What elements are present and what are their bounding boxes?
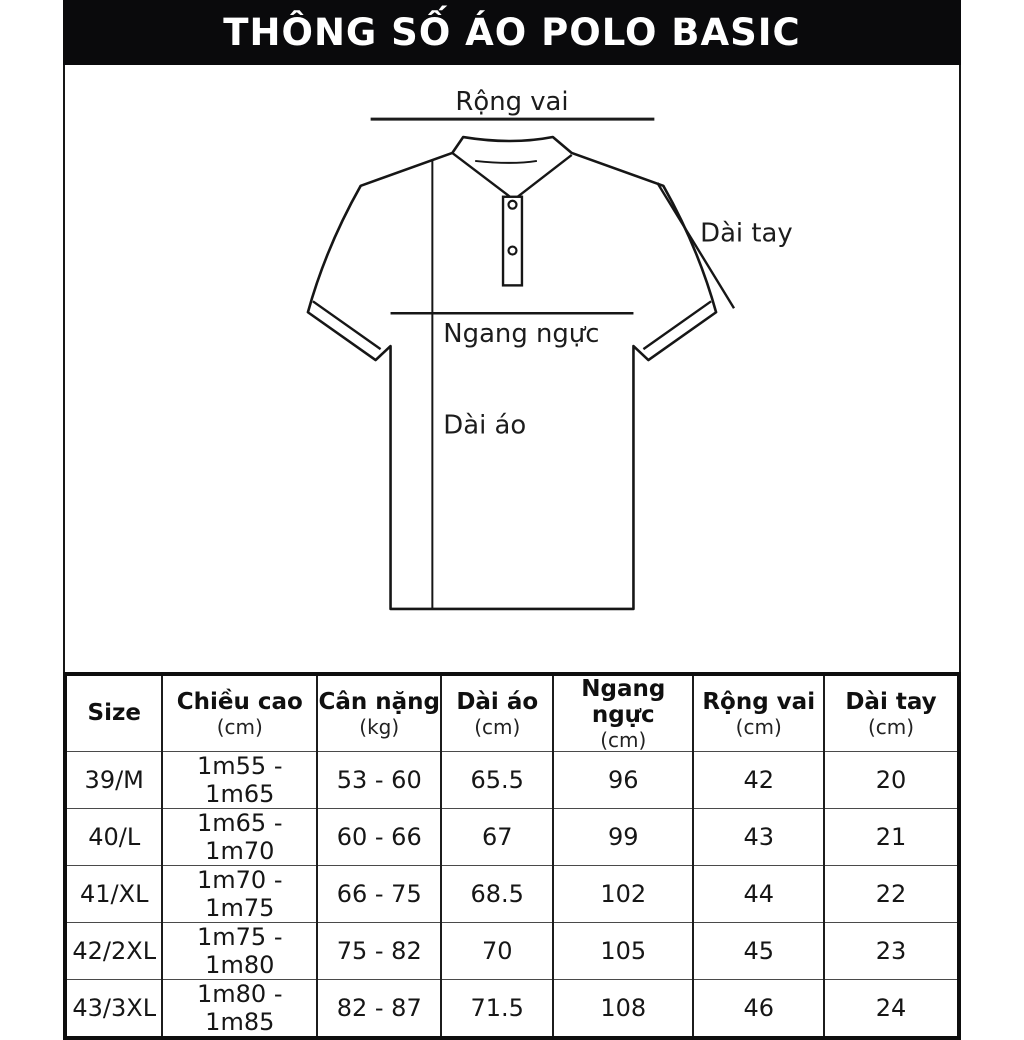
- sleeve-label: Dài tay: [700, 218, 793, 249]
- table-cell-ngang-nguc: 96: [553, 751, 693, 808]
- size-table-header: [65, 674, 959, 751]
- column-unit: (kg): [359, 714, 400, 739]
- table-cell-can-nang: 66 - 75: [317, 865, 441, 922]
- table-cell-dai-tay: 21: [824, 808, 959, 865]
- table-cell-size: 43/3XL: [65, 979, 162, 1038]
- table-cell-can-nang: 60 - 66: [317, 808, 441, 865]
- table-cell-chieu-cao: 1m70 - 1m75: [162, 865, 317, 922]
- table-cell-can-nang: 75 - 82: [317, 922, 441, 979]
- table-cell-chieu-cao: 1m80 - 1m85: [162, 979, 317, 1038]
- table-cell-dai-tay: 24: [824, 979, 959, 1038]
- table-row: [65, 922, 959, 979]
- column-header-dai-ao: [441, 674, 553, 751]
- table-cell-dai-ao: 70: [441, 922, 553, 979]
- table-cell-rong-vai: 42: [693, 751, 824, 808]
- polo-diagram: [65, 65, 959, 672]
- column-unit: (cm): [867, 714, 915, 739]
- table-cell-dai-tay: 20: [824, 751, 959, 808]
- column-label: Ngang ngực: [581, 676, 666, 729]
- table-row: [65, 751, 959, 808]
- column-header-chieu-cao: [162, 674, 317, 751]
- table-cell-chieu-cao: 1m65 - 1m70: [162, 808, 317, 865]
- table-cell-ngang-nguc: 108: [553, 979, 693, 1038]
- column-unit: (cm): [216, 714, 263, 739]
- table-cell-size: 42/2XL: [65, 922, 162, 979]
- column-label: Dài tay: [845, 689, 937, 716]
- table-cell-can-nang: 53 - 60: [317, 751, 441, 808]
- column-label: Size: [87, 700, 141, 727]
- length-label: Dài áo: [443, 410, 527, 441]
- placket: [503, 197, 522, 286]
- table-cell-chieu-cao: 1m55 - 1m65: [162, 751, 317, 808]
- button-icon: [509, 201, 517, 209]
- column-label: Dài áo: [456, 689, 539, 716]
- button-icon: [509, 247, 517, 255]
- column-header-size: [65, 674, 162, 751]
- table-cell-ngang-nguc: 105: [553, 922, 693, 979]
- column-header-dai-tay: [824, 674, 959, 751]
- column-label: Rộng vai: [702, 689, 816, 716]
- table-cell-size: 41/XL: [65, 865, 162, 922]
- column-label: Chiều cao: [176, 689, 303, 716]
- table-cell-size: 39/M: [65, 751, 162, 808]
- column-unit: (cm): [474, 714, 521, 739]
- table-row: [65, 865, 959, 922]
- column-header-ngang-nguc: [553, 674, 693, 751]
- table-cell-dai-ao: 68.5: [441, 865, 553, 922]
- polo-diagram-panel: [63, 65, 961, 672]
- table-cell-size: 40/L: [65, 808, 162, 865]
- chest-label: Ngang ngực: [443, 319, 600, 350]
- column-unit: (cm): [735, 714, 782, 739]
- table-cell-ngang-nguc: 102: [553, 865, 693, 922]
- column-label: Cân nặng: [318, 689, 440, 716]
- table-cell-dai-ao: 67: [441, 808, 553, 865]
- title-bar: [63, 0, 961, 65]
- table-cell-chieu-cao: 1m75 - 1m80: [162, 922, 317, 979]
- page-title: THÔNG SỐ ÁO POLO BASIC: [223, 11, 801, 54]
- table-cell-rong-vai: 46: [693, 979, 824, 1038]
- size-table-body: [65, 751, 959, 1038]
- table-cell-dai-ao: 65.5: [441, 751, 553, 808]
- column-header-rong-vai: [693, 674, 824, 751]
- column-header-can-nang: [317, 674, 441, 751]
- table-cell-rong-vai: 44: [693, 865, 824, 922]
- table-cell-rong-vai: 45: [693, 922, 824, 979]
- table-cell-ngang-nguc: 99: [553, 808, 693, 865]
- size-table: [63, 672, 961, 1040]
- table-cell-dai-tay: 22: [824, 865, 959, 922]
- table-cell-can-nang: 82 - 87: [317, 979, 441, 1038]
- shoulder-width-label: Rộng vai: [455, 87, 569, 118]
- table-cell-dai-tay: 23: [824, 922, 959, 979]
- header-row: [65, 674, 959, 751]
- table-row: [65, 808, 959, 865]
- table-cell-dai-ao: 71.5: [441, 979, 553, 1038]
- table-cell-rong-vai: 43: [693, 808, 824, 865]
- table-row: [65, 979, 959, 1038]
- column-unit: (cm): [600, 727, 647, 752]
- page-frame: [63, 0, 961, 1040]
